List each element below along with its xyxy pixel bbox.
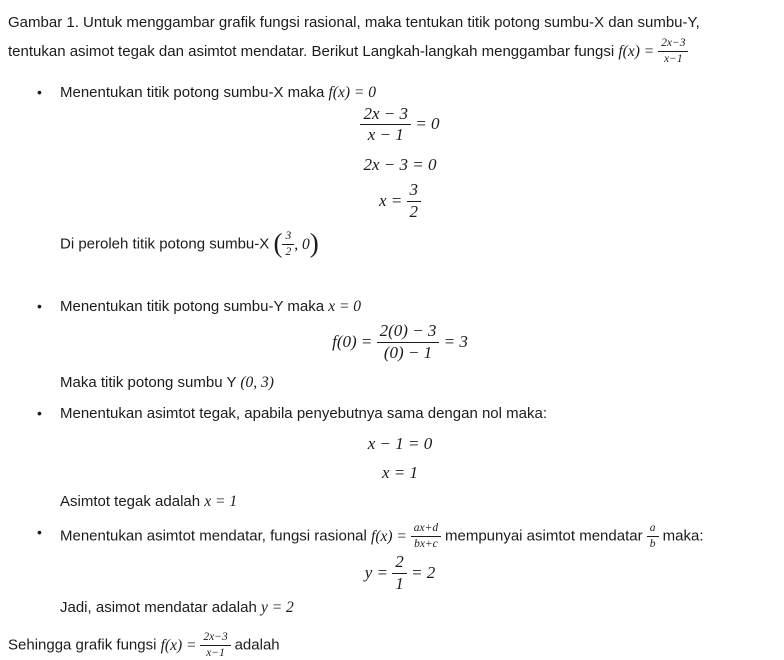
bullet-icon: • xyxy=(37,405,42,422)
x-intercept-point: ( $\frac{3}{2}$ , 0) xyxy=(273,227,319,258)
equation-vertical-asymptote-1: x − 1 = 0 xyxy=(367,434,433,454)
closing-function: f(x) = $\frac{2x-3}{x-1}$ xyxy=(161,637,235,654)
open-paren: ( xyxy=(273,227,283,258)
equation-horizontal-asymptote: y = $\frac{2}{1}$ = 2 xyxy=(364,552,436,593)
function-lhs: f(x) = xyxy=(618,43,655,60)
closing-line: Sehingga grafik fungsi f(x) = $\frac{2x-3}{x-1}$ adalah xyxy=(8,631,280,659)
y-intercept-condition: x = 0 xyxy=(328,298,362,316)
close-paren: ) xyxy=(309,227,319,258)
step-x-intercept xyxy=(8,83,776,102)
general-function: f(x) = $\frac{ax+d}{bx+c}$ xyxy=(371,528,445,545)
x-intercept-condition: f(x) = 0 xyxy=(328,83,376,101)
bullet-icon: • xyxy=(37,298,42,315)
equation-fraction: $\frac{2(0) - 3}{(0) - 1}$ xyxy=(377,322,440,362)
y-intercept-result: Maka titik potong sumbu Y (0, 3) xyxy=(60,374,274,392)
closing-function-fraction: $\frac{2x-3}{x-1}$ xyxy=(200,631,230,659)
vertical-asymptote-value: x = 1 xyxy=(204,493,238,511)
y-intercept-point: (0, 3) xyxy=(240,374,274,392)
caption-paragraph xyxy=(8,8,776,67)
step-x-intercept-label: Menentukan titik potong sumbu-X maka f(x) = 0 xyxy=(60,83,376,101)
function-fraction: $\frac{2x-3}{x-1}$ xyxy=(658,37,688,65)
general-function-fraction: $\frac{ax+d}{bx+c}$ xyxy=(411,522,441,550)
horizontal-asymptote-value: y = 2 xyxy=(260,599,294,617)
step-vertical-asymptote-label: Menentukan asimtot tegak, apabila penyebutnya sama dengan nol maka: xyxy=(60,405,547,423)
step-horizontal-asymptote xyxy=(8,523,776,551)
equation-vertical-asymptote-2: x = 1 xyxy=(381,463,419,483)
x-intercept-result: Di peroleh titik potong sumbu-X ( $\frac{3}{2}$ , 0) xyxy=(60,227,319,258)
equation-fraction: $\frac{2x - 3}{x - 1}$ xyxy=(360,105,411,145)
equation-x-intercept-1: $\frac{2x - 3}{x - 1}$ = 0 xyxy=(8,106,776,146)
equation-x-intercept-2: 2x − 3 = 0 xyxy=(363,155,437,175)
step-horizontal-asymptote-label: Menentukan asimtot mendatar, fungsi rasional f(x) = $\frac{ax+d}{bx+c}$ mempunyai asimtot mendatar $\frac{a}{b}$ maka: xyxy=(60,522,704,550)
step-y-intercept xyxy=(8,297,776,316)
asymptote-ratio: $\frac{a}{b}$ xyxy=(647,528,659,545)
equation-y-intercept: f(0) = $\frac{2(0) - 3}{(0) - 1}$ = 3 xyxy=(332,321,468,362)
bullet-icon: • xyxy=(37,524,42,541)
horizontal-asymptote-result: Jadi, asimot mendatar adalah y = 2 xyxy=(60,599,294,617)
function-definition xyxy=(618,37,688,65)
step-y-intercept-label: Menentukan titik potong sumbu-Y maka x = 0 xyxy=(60,298,362,316)
equation-fraction: $\frac{3}{2}$ xyxy=(407,181,422,221)
step-vertical-asymptote xyxy=(8,404,776,423)
point-fraction: $\frac{3}{2}$ xyxy=(282,230,294,258)
vertical-asymptote-result: Asimtot tegak adalah x = 1 xyxy=(60,493,238,511)
equation-fraction: $\frac{2}{1}$ xyxy=(392,553,407,593)
caption-line2: tentukan asimot tegak dan asimtot mendatar. Berikut Langkah-langkah menggambar fungsi xyxy=(8,43,615,60)
bullet-icon: • xyxy=(37,83,42,100)
equation-x-intercept-3: x = $\frac{3}{2}$ xyxy=(8,182,776,222)
caption-line1: Gambar 1. Untuk menggambar grafik fungsi rasional, maka tentukan titik potong sumbu-X dan sumbu-Y, xyxy=(8,14,700,31)
